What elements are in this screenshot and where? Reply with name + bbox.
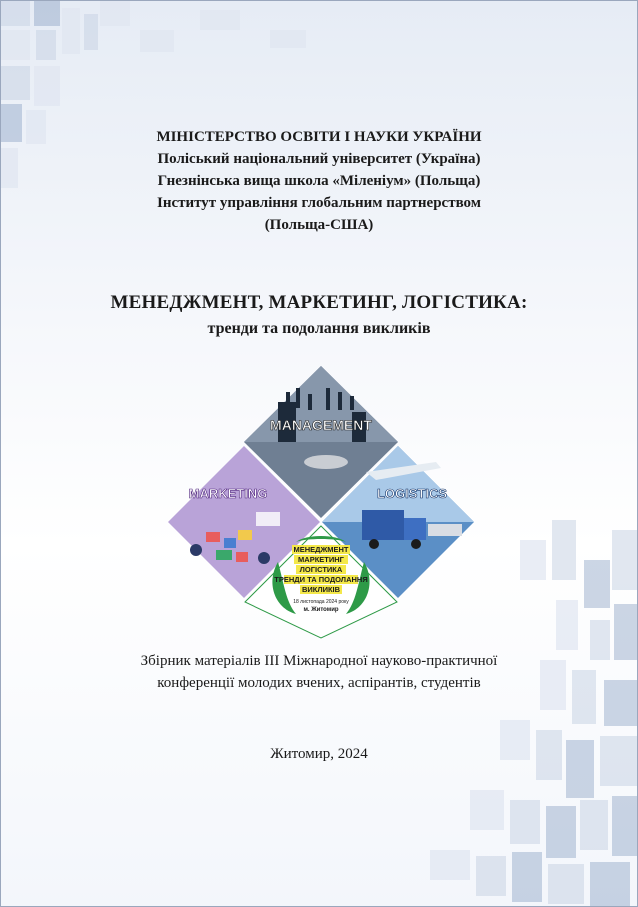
management-label: MANAGEMENT — [270, 417, 372, 433]
logo-city: м. Житомир — [303, 607, 339, 613]
logo-line-4: ТРЕНДИ ТА ПОДОЛАННЯ — [274, 575, 368, 584]
institute-country: (Польща-США) — [264, 217, 374, 233]
city-year: Житомир, 2024 — [270, 746, 368, 762]
title-main: МЕНЕДЖМЕНТ, МАРКЕТИНГ, ЛОГІСТИКА: — [110, 292, 528, 313]
logo-line-2: МАРКЕТИНГ — [298, 555, 344, 564]
logo-line-3: ЛОГІСТИКА — [299, 565, 343, 574]
conference-emblem — [166, 362, 476, 640]
logo-line-5: ВИКЛИКІВ — [301, 585, 341, 594]
marketing-label: MARKETING — [188, 486, 268, 501]
organizations-header — [0, 126, 638, 236]
ministry-name: МІНІСТЕРСТВО ОСВІТИ І НАУКИ УКРАЇНИ — [156, 129, 482, 145]
logo-line-1: МЕНЕДЖМЕНТ — [293, 545, 349, 554]
school-name: Гнезнінська вища школа «Міленіум» (Польща) — [157, 173, 481, 189]
collection-line-1: Збірник матеріалів ІІІ Міжнародної науково-практичної — [140, 653, 498, 669]
institute-name: Інститут управління глобальним партнерством — [156, 195, 481, 211]
conference-title — [0, 292, 638, 338]
logo-date: 18 листопада 2024 року — [293, 599, 349, 605]
collection-line-2: конференції молодих вчених, аспірантів, студентів — [157, 675, 481, 691]
university-name: Поліський національний університет (Україна) — [157, 151, 481, 167]
logistics-label: LOGISTICS — [376, 486, 448, 501]
title-sub: тренди та подолання викликів — [207, 320, 431, 337]
collection-description — [0, 650, 638, 694]
